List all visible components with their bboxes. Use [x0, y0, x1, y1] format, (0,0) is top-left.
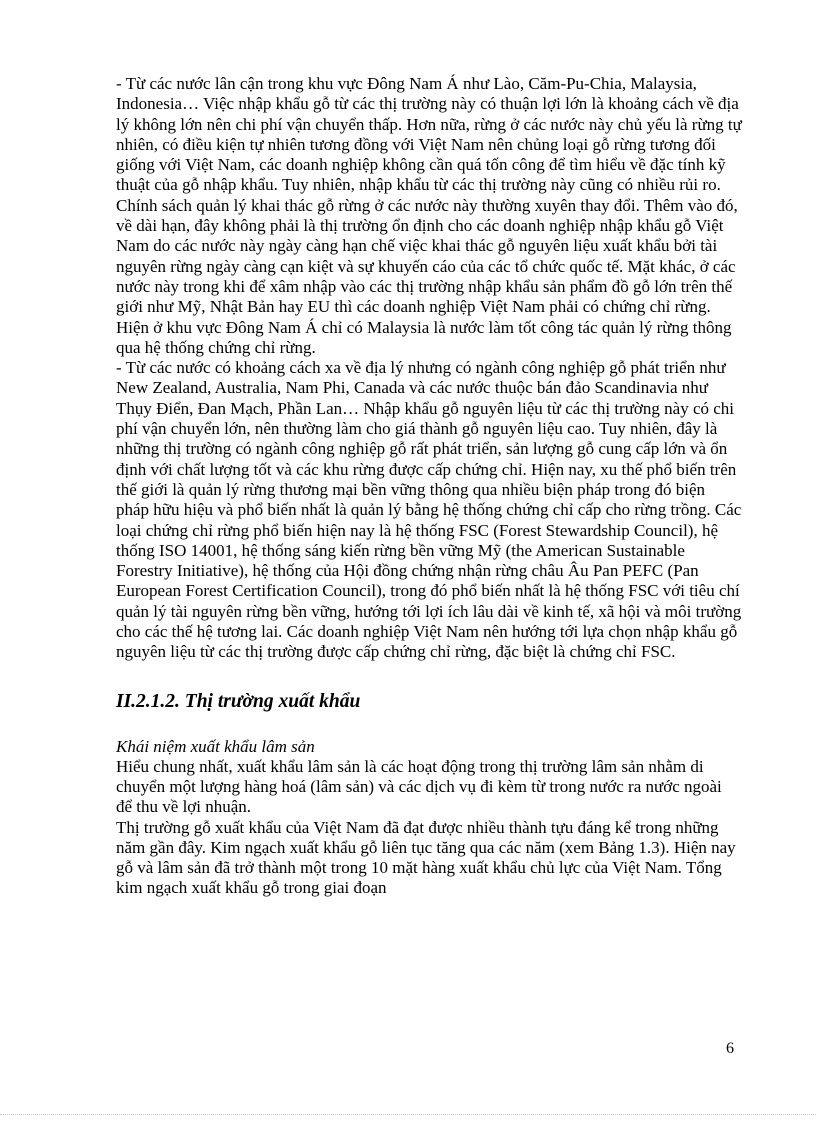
page-number: 6	[726, 1040, 734, 1057]
subheading: Khái niệm xuất khẩu lâm sản	[116, 736, 315, 756]
paragraph-distant-countries: - Từ các nước có khoảng cách xa về địa lý nhưng có ngành công nghiệp gỗ phát triển như New Zealand, Australia, Nam Phi, Canada và các nước thuộc bán đảo Scandinavia như Thụy Điển, Đan Mạch, Phần Lan… Nhập khẩu gỗ nguyên liệu từ các thị trường này có chi phí vận chuyển lớn, nên thường làm cho giá thành gỗ nguyên liệu cao. Tuy nhiên, đây là những thị trường có ngành công nghiệp gỗ rất phát triển, sản lượng gỗ cung cấp lớn và ổn định với chất lượng tốt và các khu rừng được cấp chứng chỉ. Hiện nay, xu thế phổ biến trên thế giới là quản lý rừng thương mại bền vững thông qua nhiều biện pháp trong đó biện pháp hữu hiệu và phổ biến nhất là quản lý bằng hệ thống chứng chỉ cấp cho rừng trồng. Các loại chứng chỉ rừng phổ biến hiện nay là hệ thống FSC (Forest Stewardship Council), hệ thống ISO 14001, hệ thống sáng kiến rừng bền vững Mỹ (the American Sustainable Forestry Initiative), hệ thống của Hội đồng chứng nhận rừng châu Âu Pan PEFC (Pan European Forest Certification Council), trong đó phổ biến nhất là hệ thống FSC với tiêu chí quản lý tài nguyên rừng bền vững, hướng tới lợi ích lâu dài về kinh tế, xã hội và môi trường cho các thế hệ tương lai. Các doanh nghiệp Việt Nam nên hướng tới lựa chọn nhập khẩu gỗ nguyên liệu từ các thị trường được cấp chứng chỉ rừng, đặc biệt là chứng chỉ FSC.	[116, 358, 742, 662]
page-content	[116, 74, 742, 899]
page-bottom-divider	[0, 1114, 816, 1115]
paragraph-export-market: Thị trường gỗ xuất khẩu của Việt Nam đã đạt được nhiều thành tựu đáng kể trong những năm gần đây. Kim ngạch xuất khẩu gỗ liên tục tăng qua các năm (xem Bảng 1.3). Hiện nay gỗ và lâm sản đã trở thành một trong 10 mặt hàng xuất khẩu chủ lực của Việt Nam. Tổng kim ngạch xuất khẩu gỗ trong giai đoạn	[116, 817, 736, 898]
paragraph-neighboring-countries: - Từ các nước lân cận trong khu vực Đông Nam Á như Lào, Căm-Pu-Chia, Malaysia, Indonesia… Việc nhập khẩu gỗ từ các thị trường này có thuận lợi lớn là khoảng cách về địa lý không lớn nên chi phí vận chuyển thấp. Hơn nữa, rừng ở các nước này chủ yếu là rừng tự nhiên, có điều kiện tự nhiên tương đồng với Việt Nam nên chủng loại gỗ rừng tương đối giống với Việt Nam, các doanh nghiệp không cần quá tốn công để tìm hiểu về đặc tính kỹ thuật của gỗ nhập khẩu. Tuy nhiên, nhập khẩu từ các thị trường này cũng có nhiều rủi ro. Chính sách quản lý khai thác gỗ rừng ở các nước này thường xuyên thay đổi. Thêm vào đó, về dài hạn, đây không phải là thị trường ổn định cho các doanh nghiệp nhập khẩu gỗ Việt Nam do các nước này ngày càng hạn chế việc khai thác gỗ nguyên liệu xuất khẩu bởi tài nguyên rừng ngày càng cạn kiệt và sự khuyến cáo của các tổ chức quốc tế. Mặt khác, ở các nước này trong khi để xâm nhập vào các thị trường nhập khẩu sản phẩm đồ gỗ lớn trên thế giới như Mỹ, Nhật Bản hay EU thì các doanh nghiệp Việt Nam phải có chứng chỉ rừng. Hiện ở khu vực Đông Nam Á chỉ có Malaysia là nước làm tốt công tác quản lý rừng thông qua hệ thống chứng chỉ rừng.	[116, 74, 742, 357]
paragraph-definition: Hiểu chung nhất, xuất khẩu lâm sản là các hoạt động trong thị trường lâm sản nhằm di chuyển một lượng hàng hoá (lâm sản) và các dịch vụ đi kèm từ trong nước ra nước ngoài để thu về lợi nhuận.	[116, 756, 722, 817]
section-heading: II.2.1.2. Thị trường xuất khẩu	[116, 690, 361, 712]
